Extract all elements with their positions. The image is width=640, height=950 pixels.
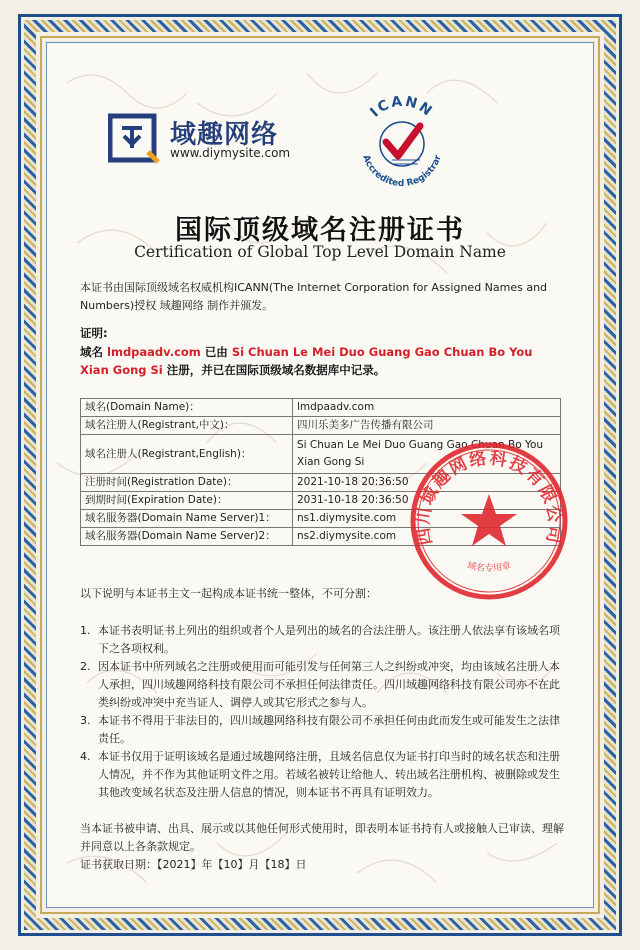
table-key: 域名注册人(Registrant,English)： xyxy=(81,435,293,474)
proof-by: 已由 xyxy=(204,345,228,359)
company-logo xyxy=(108,112,308,168)
table-value: lmdpaadv.com xyxy=(293,399,561,417)
table-key: 域名(Domain Name)： xyxy=(81,399,293,417)
table-key: 域名注册人(Registrant,中文)： xyxy=(81,417,293,435)
list-item xyxy=(80,658,570,712)
intro-text: 本证书由国际顶级域名权威机构ICANN(The Internet Corporation for Assigned Names and Numbers)授权 域趣网络 制作并颁发。 xyxy=(80,281,548,312)
seal-bottom-text: 域名专用章 xyxy=(466,561,512,574)
proof-prefix: 域名 xyxy=(80,345,103,359)
seal-star-icon xyxy=(461,494,517,546)
table-key: 注册时间(Registration Date)： xyxy=(81,474,293,492)
svg-text:域名专用章 xyxy=(466,559,512,574)
issue-date: 证书获取日期：【2021】年【10】月【18】日 xyxy=(80,858,307,871)
list-item xyxy=(80,712,570,748)
note-text: 本证书不得用于非法目的，四川域趣网络科技有限公司不承担任何由此而发生或可能发生之法律责任。 xyxy=(98,714,560,745)
notes-heading: 以下说明与本证书主文一起构成本证书统一整体，不可分割： xyxy=(80,587,377,600)
table-value: 2021-10-18 20:36:50 xyxy=(293,474,561,492)
note-number: 1. xyxy=(80,624,91,637)
title-chinese: 国际顶级域名注册证书 xyxy=(175,215,465,246)
list-item xyxy=(80,622,570,658)
diymysite-logo-icon xyxy=(108,112,162,164)
logo-chinese-name: 域趣网络 xyxy=(170,120,279,150)
icann-badge-top-text: ICANN xyxy=(367,93,437,121)
icann-badge-bottom-text: Accredited Registrar xyxy=(360,153,444,190)
table-value: 四川乐美多广告传播有限公司 xyxy=(293,417,561,435)
svg-text:ICANN xyxy=(367,94,436,121)
note-text: 本证书仅用于证明该域名是通过域趣网络注册，且域名信息仅为证书打印当时的域名状态和注册人情况，并不作为其他证明文件之用。若域名被转让给他人、转出域名注册机构、被删除或发生其他改变域名状态及注册人信息的情况，则本证书不再具有证明效力。 xyxy=(98,750,560,799)
note-number: 4. xyxy=(80,750,91,763)
table-key: 域名服务器(Domain Name Server)1： xyxy=(81,510,293,528)
note-text: 因本证书中所列域名之注册或使用而可能引发与任何第三人之纠纷或冲突，均由该域名注册人本人承担，四川域趣网络科技有限公司不承担任何法律责任。四川域趣网络科技有限公司亦不在此类纠纷或冲突中充当证人、调停人或其它形式之参与人。 xyxy=(98,660,560,709)
table-value: Si Chuan Le Mei Duo Guang Gao Chuan Bo You Xian Gong Si xyxy=(293,435,561,474)
proof-domain: lmdpaadv.com xyxy=(107,345,201,359)
company-seal xyxy=(404,436,574,606)
table-value: ns2.diymysite.com xyxy=(293,528,561,546)
table-value: ns1.diymysite.com xyxy=(293,510,561,528)
proof-statement xyxy=(80,343,562,379)
closing-text: 当本证书被申请、出具、展示或以其他任何形式使用时，即表明本证书持有人或接触人已审读、理解并同意以上各条款规定。 xyxy=(80,822,564,853)
note-text: 本证书表明证书上列出的组织或者个人是列出的域名的合法注册人。该注册人依法享有该域名项下之各项权利。 xyxy=(98,624,560,655)
svg-text:Accredited Registrar xyxy=(360,153,443,189)
icann-badge xyxy=(352,90,452,190)
proof-suffix: 注册，并已在国际顶级域名数据库中记录。 xyxy=(166,363,386,377)
list-item xyxy=(80,748,570,802)
icann-checkmark-icon xyxy=(380,122,424,166)
logo-url: www.diymysite.com xyxy=(170,146,291,160)
note-number: 2. xyxy=(80,660,91,673)
proof-label: 证明: xyxy=(80,326,108,340)
table-key: 到期时间(Expiration Date)： xyxy=(81,492,293,510)
note-number: 3. xyxy=(80,714,91,727)
proof-registrant: Si Chuan Le Mei Duo Guang Gao Chuan Bo You Xian Gong Si xyxy=(80,345,533,377)
table-key: 域名服务器(Domain Name Server)2： xyxy=(81,528,293,546)
table-row xyxy=(81,399,561,417)
title-english: Certification of Global Top Level Domain Name xyxy=(134,243,506,261)
table-row xyxy=(81,417,561,435)
notes-list xyxy=(80,622,570,802)
seal-ring-text: 四川域趣网络科技有限公司 xyxy=(413,448,565,547)
table-value: 2031-10-18 20:36:50 xyxy=(293,492,561,510)
